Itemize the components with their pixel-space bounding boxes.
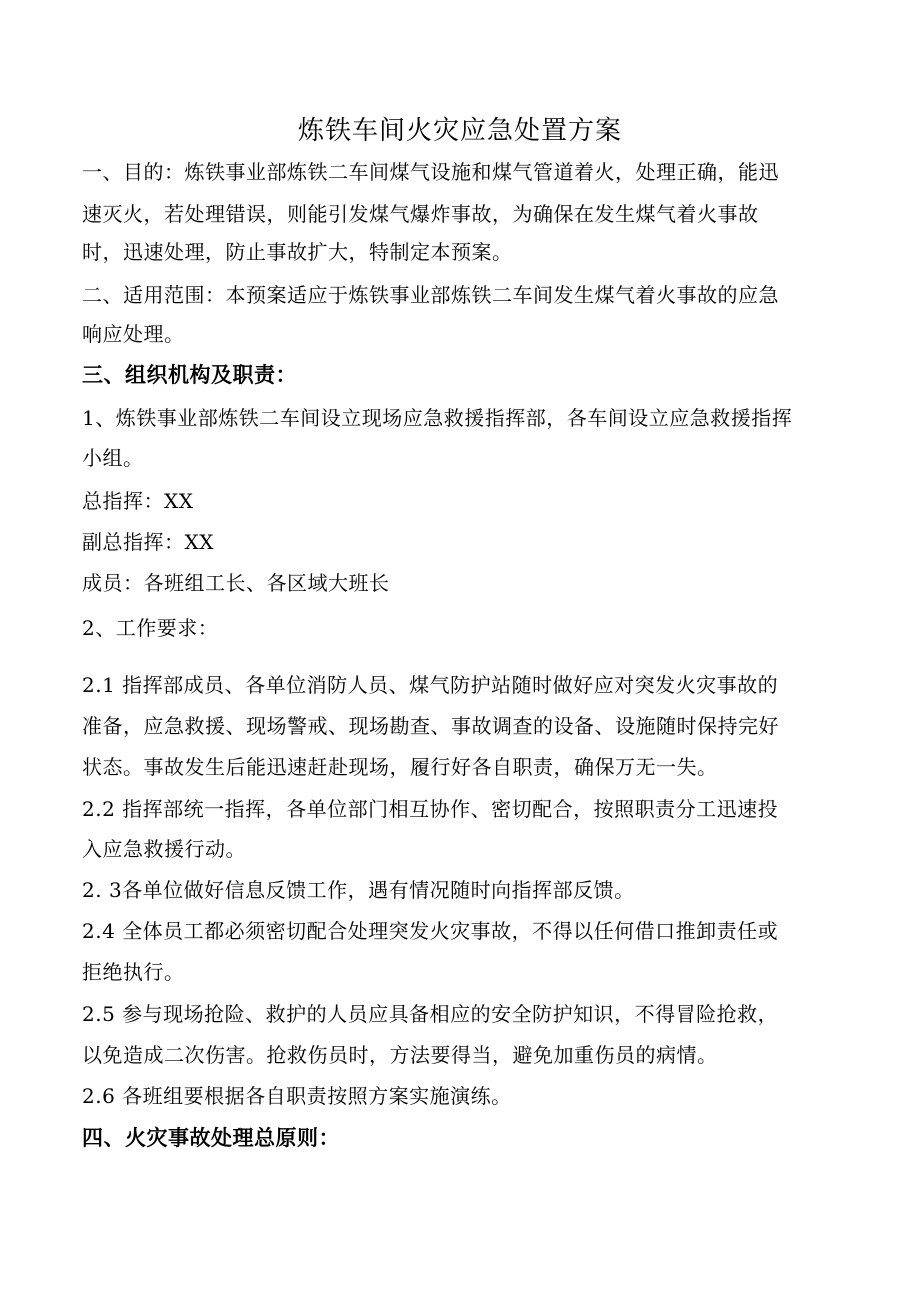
requirement-2-1-line-1: 2.1 指挥部成员、各单位消防人员、煤气防护站随时做好应对突发火灾事故的: [82, 673, 779, 697]
requirement-2-1-line-3: 状态。事故发生后能迅速赶赴现场，履行好各自职责，确保万无一失。: [82, 755, 718, 779]
requirement-2-4-line-1: 2.4 全体员工都必须密切配合处理突发火灾事故，不得以任何借口推卸责任或: [82, 919, 779, 943]
requirement-2-5-line-1: 2.5 参与现场抢险、救护的人员应具备相应的安全防护知识，不得冒险抢救，: [82, 1002, 779, 1026]
purpose-line-3: 时，迅速处理，防止事故扩大，特制定本预案。: [82, 240, 513, 264]
section-3-item-2: 2、工作要求：: [82, 616, 219, 640]
scope-line-1: 二、适用范围：本预案适应于炼铁事业部炼铁二车间发生煤气着火事故的应急: [82, 283, 779, 307]
requirement-2-1-line-2: 准备，应急救援、现场警戒、现场勘查、事故调查的设备、设施随时保持完好: [82, 714, 779, 738]
document-title: 炼铁车间火灾应急处置方案: [297, 116, 622, 146]
purpose-line-2: 速灭火，若处理错误，则能引发煤气爆炸事故，为确保在发生煤气着火事故: [82, 202, 759, 226]
requirement-2-3: 2. 3各单位做好信息反馈工作，遇有情况随时向指挥部反馈。: [82, 878, 635, 902]
purpose-line-1: 一、目的：炼铁事业部炼铁二车间煤气设施和煤气管道着火，处理正确，能迅: [82, 160, 779, 184]
vice-commander-line: 副总指挥：XX: [82, 530, 214, 554]
section-3-heading: 三、组织机构及职责：: [82, 363, 297, 387]
requirement-2-2-line-2: 入应急救援行动。: [82, 837, 246, 861]
section-3-item-1-line-1: 1、炼铁事业部炼铁二车间设立现场应急救援指挥部，各车间设立应急救援指挥: [82, 406, 793, 430]
members-line: 成员：各班组工长、各区域大班长: [82, 571, 390, 595]
requirement-2-2-line-1: 2.2 指挥部统一指挥，各单位部门相互协作、密切配合，按照职责分工迅速投: [82, 797, 779, 821]
requirement-2-5-line-2: 以免造成二次伤害。抢救伤员时，方法要得当，避免加重伤员的病情。: [82, 1043, 718, 1067]
commander-line: 总指挥：XX: [82, 489, 194, 513]
section-3-item-1-line-2: 小组。: [82, 446, 144, 470]
requirement-2-6: 2.6 各班组要根据各自职责按照方案实施演练。: [82, 1084, 512, 1108]
section-4-heading: 四、火灾事故处理总原则：: [82, 1126, 340, 1150]
scope-line-2: 响应处理。: [82, 322, 185, 346]
requirement-2-4-line-2: 拒绝执行。: [82, 960, 185, 984]
